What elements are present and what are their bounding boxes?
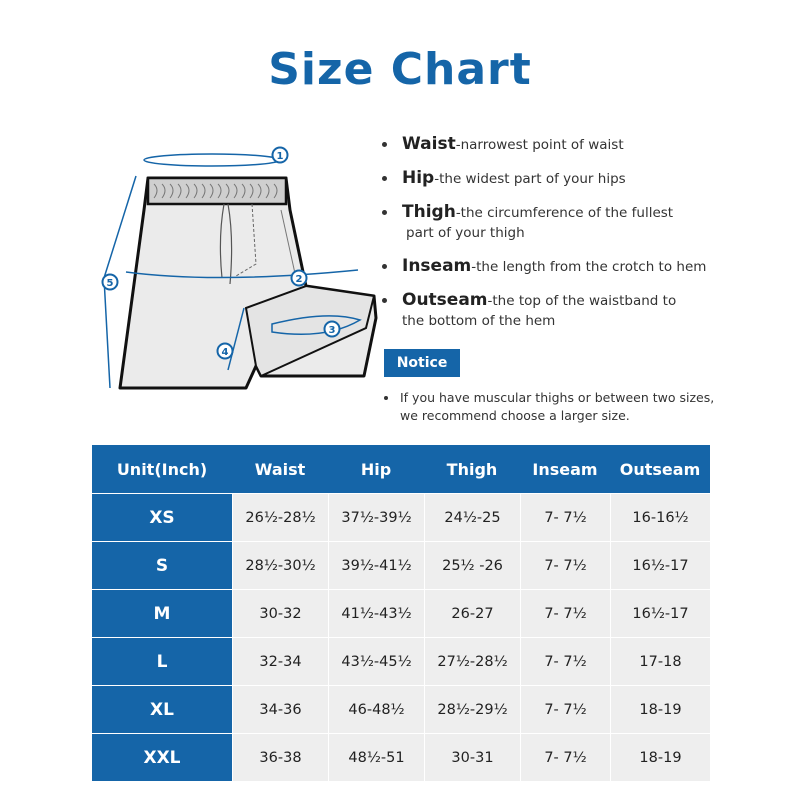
table-cell: 25½ -26: [424, 542, 520, 589]
shorts-body: [120, 178, 376, 388]
notice-badge: Notice: [384, 349, 460, 377]
table-cell: 7- 7½: [520, 494, 610, 541]
table-cell: 28½-29½: [424, 686, 520, 733]
svg-text:3: 3: [328, 325, 336, 336]
table-cell: 17-18: [610, 638, 710, 685]
bullet-icon: [382, 142, 387, 147]
measurement-definitions: [380, 134, 780, 344]
table-cell: 16-16½: [610, 494, 710, 541]
table-cell: 32-34: [232, 638, 328, 685]
table-row: [92, 637, 710, 685]
table-cell: 46-48½: [328, 686, 424, 733]
header-unit: Unit(Inch): [116, 459, 208, 479]
table-cell: 18-19: [610, 734, 710, 781]
size-label: M: [92, 590, 232, 637]
bullet-icon: [382, 210, 387, 215]
table-row: [92, 493, 710, 541]
table-cell: 28½-30½: [232, 542, 328, 589]
header-waist: Waist: [254, 459, 306, 479]
marker-3: [325, 322, 340, 337]
table-cell: 7- 7½: [520, 590, 610, 637]
definition-thigh: Thigh-the circumference of the fullest part of your thigh: [380, 202, 780, 243]
table-row: [92, 589, 710, 637]
bullet-icon: [382, 264, 387, 269]
table-header: [92, 445, 710, 493]
table-cell: 41½-43½: [328, 590, 424, 637]
waist-measure-line: [144, 154, 280, 166]
svg-text:2: 2: [295, 274, 303, 285]
svg-text:4: 4: [221, 347, 229, 358]
table-row: [92, 733, 710, 781]
table-cell: 39½-41½: [328, 542, 424, 589]
header-outseam: Outseam: [619, 459, 701, 479]
marker-2: [292, 271, 307, 286]
table-cell: 27½-28½: [424, 638, 520, 685]
table-cell: 16½-17: [610, 590, 710, 637]
table-cell: 18-19: [610, 686, 710, 733]
table-row: [92, 541, 710, 589]
table-row: [92, 685, 710, 733]
table-cell: 36-38: [232, 734, 328, 781]
bullet-icon: [384, 396, 388, 400]
size-label: L: [92, 638, 232, 685]
marker-5: [103, 275, 118, 290]
table-cell: 7- 7½: [520, 686, 610, 733]
definition-waist: Waist-narrowest point of waist: [380, 134, 780, 155]
table-cell: 43½-45½: [328, 638, 424, 685]
table-cell: 37½-39½: [328, 494, 424, 541]
table-cell: 34-36: [232, 686, 328, 733]
table-cell: 26-27: [424, 590, 520, 637]
shorts-illustration: [96, 138, 396, 398]
bullet-icon: [382, 298, 387, 303]
svg-text:5: 5: [106, 278, 114, 289]
size-table: [92, 445, 710, 781]
size-label: XL: [92, 686, 232, 733]
header-thigh: Thigh: [446, 459, 498, 479]
size-label: S: [92, 542, 232, 589]
definition-inseam: Inseam-the length from the crotch to hem: [380, 256, 780, 277]
table-cell: 24½-25: [424, 494, 520, 541]
bullet-icon: [382, 176, 387, 181]
marker-4: [218, 344, 233, 359]
page-title: Size Chart: [268, 44, 532, 95]
header-hip: Hip: [360, 459, 392, 479]
table-cell: 7- 7½: [520, 542, 610, 589]
svg-text:1: 1: [276, 151, 284, 162]
table-cell: 30-31: [424, 734, 520, 781]
table-cell: 7- 7½: [520, 638, 610, 685]
table-cell: 16½-17: [610, 542, 710, 589]
table-cell: 7- 7½: [520, 734, 610, 781]
size-label: XS: [92, 494, 232, 541]
table-cell: 48½-51: [328, 734, 424, 781]
waistband: [148, 178, 286, 204]
table-cell: 30-32: [232, 590, 328, 637]
definition-outseam: Outseam-the top of the waistband to the bottom of the hem: [380, 290, 780, 331]
marker-1: [273, 148, 288, 163]
table-cell: 26½-28½: [232, 494, 328, 541]
definition-hip: Hip-the widest part of your hips: [380, 168, 780, 189]
size-label: XXL: [92, 734, 232, 781]
header-inseam: Inseam: [532, 459, 598, 479]
notice-text: If you have muscular thighs or between two sizes, we recommend choose a larger size.: [382, 389, 782, 425]
